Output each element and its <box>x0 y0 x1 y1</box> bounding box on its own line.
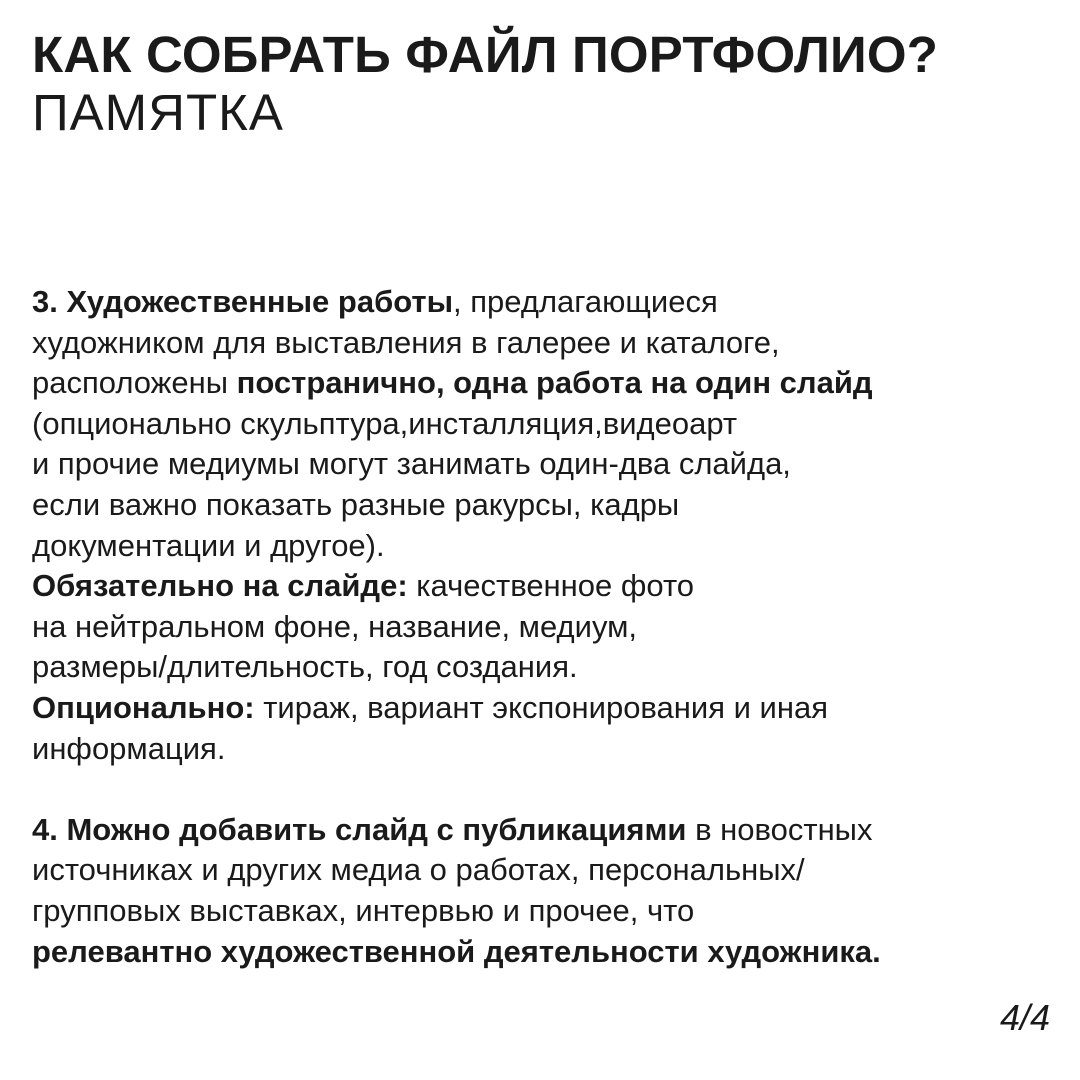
section-3-text: расположены <box>32 365 237 401</box>
section-3-emphasis: постранично, одна работа на один слайд <box>236 365 873 401</box>
section-3-line: и прочие медиумы могут занимать один-два слайда, <box>32 446 791 482</box>
section-4-emphasis: релевантно художественной деятельности художника. <box>32 933 881 969</box>
section-4-line: источниках и других медиа о работах, персональных/ <box>32 852 805 888</box>
section-3-text: тираж, вариант экспонирования и иная <box>254 689 829 725</box>
optional-label: Опционально: <box>32 689 255 725</box>
section-3-line <box>32 282 1052 323</box>
section-3-line <box>32 566 1052 607</box>
section-4-text: в новостных <box>686 811 873 847</box>
section-3-line: документации и другое). <box>32 527 385 563</box>
section-3-paragraph <box>32 282 1052 769</box>
section-4-paragraph <box>32 810 1052 972</box>
page-title: КАК СОБРАТЬ ФАЙЛ ПОРТФОЛИО? <box>32 26 939 83</box>
section-3-text: качественное фото <box>407 568 695 604</box>
section-3-line <box>32 688 1052 729</box>
section-3-line <box>32 363 1052 404</box>
page-indicator: 4/4 <box>999 997 1050 1038</box>
content-body <box>32 282 1052 972</box>
section-3-line: размеры/длительность, год создания. <box>32 649 578 685</box>
section-3-line: (опционально скульптура,инсталляция,видеоарт <box>32 405 738 441</box>
section-3-line: информация. <box>32 730 226 766</box>
section-4-heading: 4. Можно добавить слайд с публикациями <box>32 811 687 847</box>
section-3-line: на нейтральном фоне, название, медиум, <box>32 608 638 644</box>
page-subtitle: ПАМЯТКА <box>32 84 284 141</box>
required-label: Обязательно на слайде: <box>32 568 408 604</box>
section-3-line: художником для выставления в галерее и каталоге, <box>32 324 780 360</box>
header <box>32 26 1052 142</box>
section-3-line: если важно показать разные ракурсы, кадры <box>32 486 680 522</box>
paragraph-spacer <box>32 769 1052 810</box>
section-4-line <box>32 810 1052 851</box>
section-4-line: групповых выставках, интервью и прочее, что <box>32 892 695 928</box>
section-3-heading: 3. Художественные работы <box>32 284 454 319</box>
section-3-text: , предлагающиеся <box>453 284 718 319</box>
